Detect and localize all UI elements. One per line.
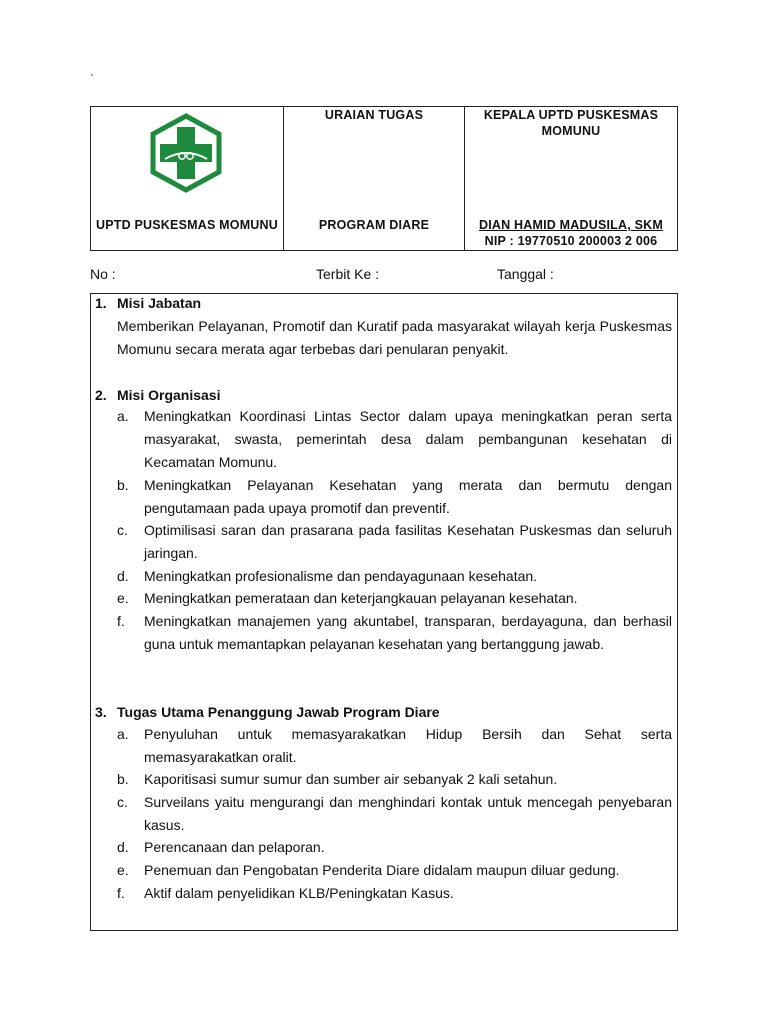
content-box [90, 293, 678, 931]
list-item: a. Penyuluhan untuk memasyarakatkan Hidup Bersih dan Sehat serta memasyarakatkan oralit. [117, 726, 672, 765]
list-item: d. Perencanaan dan pelaporan. [117, 839, 325, 855]
program-name: PROGRAM DIARE [318, 218, 430, 232]
section-title: 3. Tugas Utama Penanggung Jawab Program Diare [95, 704, 440, 720]
puskesmas-logo-icon [149, 113, 223, 193]
doc-type: URAIAN TUGAS [324, 108, 424, 122]
signature-block [465, 217, 677, 249]
list-item: e. Meningkatkan pemerataan dan keterjangkauan pelayanan kesehatan. [117, 590, 578, 606]
header-org-cell [91, 107, 284, 250]
list-item: d. Meningkatkan profesionalisme dan pendayagunaan kesehatan. [117, 568, 538, 584]
list-item: f. Meningkatkan manajemen yang akuntabel, transparan, berdayaguna, dan berhasil guna untuk memantapkan pelayanan kesehatan yang bertanggung jawab. [117, 613, 672, 652]
terbit-label: Terbit Ke : [316, 266, 380, 282]
list-item: c. Optimilisasi saran dan prasarana pada fasilitas Kesehatan Puskesmas dan seluruh jaringan. [117, 522, 672, 561]
head-name: DIAN HAMID MADUSILA, SKM [479, 218, 663, 232]
list-item: f. Aktif dalam penyelidikan KLB/Peningkatan Kasus. [117, 885, 454, 901]
head-nip: NIP : 19770510 200003 2 006 [484, 234, 658, 248]
no-label: No : [90, 266, 116, 282]
page-mark: ` [90, 72, 94, 86]
header-head-cell [465, 107, 677, 250]
header-table [90, 106, 678, 251]
section-title: 1. Misi Jabatan [95, 295, 202, 311]
list-item: a. Meningkatkan Koordinasi Lintas Sector dalam upaya meningkatkan peran serta masyarakat, swasta, pemerintah desa dalam pembangunan kesehatan di Kecamatan Momunu. [117, 408, 672, 470]
section-title: 2. Misi Organisasi [95, 387, 221, 403]
list-item: e. Penemuan dan Pengobatan Penderita Diare didalam maupun diluar gedung. [117, 862, 620, 878]
list-item: c. Surveilans yaitu mengurangi dan menghindari kontak untuk mencegah penyebaran kasus. [117, 794, 672, 833]
org-name: UPTD PUSKESMAS MOMUNU [96, 218, 278, 232]
section-paragraph: Memberikan Pelayanan, Promotif dan Kuratif pada masyarakat wilayah kerja Puskesmas Momunu secara merata agar terbebas dari penularan penyakit. [117, 318, 672, 357]
head-title: KEPALA UPTD PUSKESMAS MOMUNU [483, 108, 659, 138]
list-item: b. Kaporitisasi sumur sumur dan sumber air sebanyak 2 kali setahun. [117, 771, 558, 787]
list-item: b. Meningkatkan Pelayanan Kesehatan yang merata dan bermutu dengan pengutamaan pada upaya promotif dan preventif. [117, 477, 672, 516]
header-doc-cell [284, 107, 465, 250]
tanggal-label: Tanggal : [497, 266, 554, 282]
